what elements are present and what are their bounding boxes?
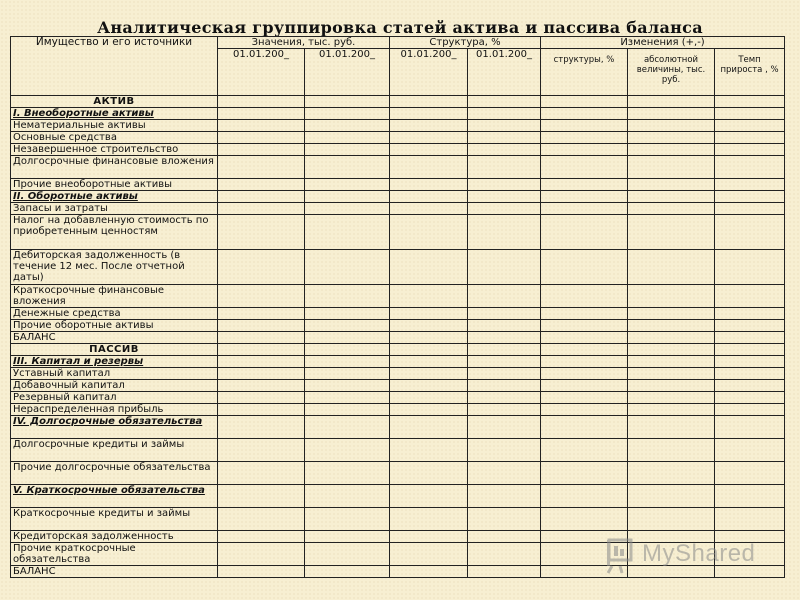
empty-cell[interactable] xyxy=(390,120,468,132)
empty-cell[interactable] xyxy=(541,320,628,332)
empty-cell[interactable] xyxy=(218,250,305,285)
empty-cell[interactable] xyxy=(468,543,541,566)
empty-cell[interactable] xyxy=(305,508,390,531)
empty-cell[interactable] xyxy=(218,485,305,508)
table-row xyxy=(11,392,785,404)
empty-cell[interactable] xyxy=(305,203,390,215)
empty-cell[interactable] xyxy=(715,356,785,368)
row-label: БАЛАНС xyxy=(11,566,218,578)
row-label: I. Внеоборотные активы xyxy=(11,108,218,120)
row-label: Запасы и затраты xyxy=(11,203,218,215)
empty-cell[interactable] xyxy=(541,156,628,179)
empty-cell[interactable] xyxy=(468,531,541,543)
empty-cell[interactable] xyxy=(468,132,541,144)
table-row xyxy=(11,285,785,308)
empty-cell[interactable] xyxy=(218,144,305,156)
empty-cell[interactable] xyxy=(715,344,785,356)
empty-cell[interactable] xyxy=(390,144,468,156)
empty-cell[interactable] xyxy=(305,308,390,320)
empty-cell[interactable] xyxy=(468,144,541,156)
empty-cell[interactable] xyxy=(390,215,468,250)
header-structure: Структура, % xyxy=(390,37,541,49)
empty-cell[interactable] xyxy=(541,392,628,404)
table-row xyxy=(11,108,785,120)
table-row xyxy=(11,404,785,416)
empty-cell[interactable] xyxy=(305,416,390,439)
empty-cell[interactable] xyxy=(218,215,305,250)
table-row xyxy=(11,215,785,250)
empty-cell[interactable] xyxy=(218,462,305,485)
table-row xyxy=(11,485,785,508)
page-title: Аналитическая группировка статей актива и пассива баланса xyxy=(97,18,703,37)
table-row xyxy=(11,96,785,108)
row-label: АКТИВ xyxy=(11,96,218,108)
empty-cell[interactable] xyxy=(390,191,468,203)
table-row xyxy=(11,191,785,203)
row-label: Краткосрочные финансовые вложения xyxy=(11,285,218,308)
empty-cell[interactable] xyxy=(715,144,785,156)
empty-cell[interactable] xyxy=(468,508,541,531)
empty-cell[interactable] xyxy=(218,404,305,416)
row-label: Нематериальные активы xyxy=(11,120,218,132)
empty-cell[interactable] xyxy=(218,320,305,332)
empty-cell[interactable] xyxy=(468,179,541,191)
row-label: Основные средства xyxy=(11,132,218,144)
table-row xyxy=(11,416,785,439)
empty-cell[interactable] xyxy=(628,179,715,191)
empty-cell[interactable] xyxy=(715,368,785,380)
row-label: II. Оборотные активы xyxy=(11,191,218,203)
row-label: IV. Долгосрочные обязательства xyxy=(11,416,218,439)
empty-cell[interactable] xyxy=(390,320,468,332)
presentation-icon xyxy=(606,538,640,574)
empty-cell[interactable] xyxy=(390,485,468,508)
empty-cell[interactable] xyxy=(541,250,628,285)
empty-cell[interactable] xyxy=(715,380,785,392)
empty-cell[interactable] xyxy=(715,96,785,108)
empty-cell[interactable] xyxy=(390,285,468,308)
empty-cell[interactable] xyxy=(468,215,541,250)
empty-cell[interactable] xyxy=(468,120,541,132)
empty-cell[interactable] xyxy=(468,191,541,203)
empty-cell[interactable] xyxy=(628,508,715,531)
empty-cell[interactable] xyxy=(468,356,541,368)
empty-cell[interactable] xyxy=(468,285,541,308)
empty-cell[interactable] xyxy=(541,462,628,485)
empty-cell[interactable] xyxy=(305,392,390,404)
header-date-4: 01.01.200_ xyxy=(468,49,541,96)
empty-cell[interactable] xyxy=(218,344,305,356)
empty-cell[interactable] xyxy=(628,368,715,380)
empty-cell[interactable] xyxy=(468,108,541,120)
empty-cell[interactable] xyxy=(390,416,468,439)
empty-cell[interactable] xyxy=(305,144,390,156)
empty-cell[interactable] xyxy=(468,462,541,485)
empty-cell[interactable] xyxy=(390,392,468,404)
empty-cell[interactable] xyxy=(715,203,785,215)
table-row xyxy=(11,508,785,531)
empty-cell[interactable] xyxy=(715,485,785,508)
empty-cell[interactable] xyxy=(715,156,785,179)
table-row xyxy=(11,203,785,215)
empty-cell[interactable] xyxy=(468,566,541,578)
empty-cell[interactable] xyxy=(390,380,468,392)
empty-cell[interactable] xyxy=(628,462,715,485)
empty-cell[interactable] xyxy=(468,380,541,392)
empty-cell[interactable] xyxy=(390,132,468,144)
empty-cell[interactable] xyxy=(715,132,785,144)
empty-cell[interactable] xyxy=(628,416,715,439)
empty-cell[interactable] xyxy=(218,308,305,320)
empty-cell[interactable] xyxy=(305,108,390,120)
empty-cell[interactable] xyxy=(628,404,715,416)
empty-cell[interactable] xyxy=(468,485,541,508)
empty-cell[interactable] xyxy=(218,120,305,132)
watermark-text: MyShared xyxy=(642,540,756,567)
empty-cell[interactable] xyxy=(305,485,390,508)
empty-cell[interactable] xyxy=(218,356,305,368)
empty-cell[interactable] xyxy=(541,380,628,392)
empty-cell[interactable] xyxy=(468,439,541,462)
empty-cell[interactable] xyxy=(305,96,390,108)
empty-cell[interactable] xyxy=(541,344,628,356)
empty-cell[interactable] xyxy=(715,392,785,404)
empty-cell[interactable] xyxy=(541,356,628,368)
empty-cell[interactable] xyxy=(218,191,305,203)
empty-cell[interactable] xyxy=(390,439,468,462)
empty-cell[interactable] xyxy=(390,368,468,380)
empty-cell[interactable] xyxy=(305,404,390,416)
empty-cell[interactable] xyxy=(468,404,541,416)
empty-cell[interactable] xyxy=(541,191,628,203)
empty-cell[interactable] xyxy=(628,356,715,368)
empty-cell[interactable] xyxy=(218,179,305,191)
table-row xyxy=(11,320,785,332)
empty-cell[interactable] xyxy=(541,120,628,132)
header-date-1: 01.01.200_ xyxy=(218,49,305,96)
row-label: Долгосрочные финансовые вложения xyxy=(11,156,218,179)
empty-cell[interactable] xyxy=(218,332,305,344)
empty-cell[interactable] xyxy=(218,439,305,462)
empty-cell[interactable] xyxy=(305,250,390,285)
empty-cell[interactable] xyxy=(541,308,628,320)
header-date-2: 01.01.200_ xyxy=(305,49,390,96)
empty-cell[interactable] xyxy=(305,531,390,543)
row-label: III. Капитал и резервы xyxy=(11,356,218,368)
empty-cell[interactable] xyxy=(218,156,305,179)
empty-cell[interactable] xyxy=(468,392,541,404)
empty-cell[interactable] xyxy=(468,250,541,285)
balance-table xyxy=(10,36,785,578)
empty-cell[interactable] xyxy=(541,285,628,308)
empty-cell[interactable] xyxy=(305,132,390,144)
empty-cell[interactable] xyxy=(305,368,390,380)
empty-cell[interactable] xyxy=(541,332,628,344)
empty-cell[interactable] xyxy=(218,508,305,531)
row-label: Краткосрочные кредиты и займы xyxy=(11,508,218,531)
watermark-logo xyxy=(606,538,776,574)
table-row xyxy=(11,344,785,356)
table-row xyxy=(11,144,785,156)
empty-cell[interactable] xyxy=(305,285,390,308)
empty-cell[interactable] xyxy=(715,332,785,344)
empty-cell[interactable] xyxy=(628,285,715,308)
empty-cell[interactable] xyxy=(390,179,468,191)
row-label: V. Краткосрочные обязательства xyxy=(11,485,218,508)
empty-cell[interactable] xyxy=(541,416,628,439)
row-label: Незавершенное строительство xyxy=(11,144,218,156)
empty-cell[interactable] xyxy=(628,380,715,392)
empty-cell[interactable] xyxy=(305,332,390,344)
row-label: Прочие долгосрочные обязательства xyxy=(11,462,218,485)
empty-cell[interactable] xyxy=(715,462,785,485)
empty-cell[interactable] xyxy=(218,132,305,144)
empty-cell[interactable] xyxy=(715,320,785,332)
row-label: ПАССИВ xyxy=(11,344,218,356)
empty-cell[interactable] xyxy=(541,439,628,462)
header-date-3: 01.01.200_ xyxy=(390,49,468,96)
empty-cell[interactable] xyxy=(390,108,468,120)
row-label: Денежные средства xyxy=(11,308,218,320)
empty-cell[interactable] xyxy=(468,203,541,215)
empty-cell[interactable] xyxy=(628,320,715,332)
empty-cell[interactable] xyxy=(541,179,628,191)
empty-cell[interactable] xyxy=(715,308,785,320)
header-values: Значения, тыс. руб. xyxy=(218,37,390,49)
row-label: Кредиторская задолженность xyxy=(11,531,218,543)
empty-cell[interactable] xyxy=(218,531,305,543)
row-label: Нераспределенная прибыль xyxy=(11,404,218,416)
empty-cell[interactable] xyxy=(390,96,468,108)
empty-cell[interactable] xyxy=(390,543,468,566)
empty-cell[interactable] xyxy=(541,132,628,144)
empty-cell[interactable] xyxy=(628,191,715,203)
empty-cell[interactable] xyxy=(305,344,390,356)
empty-cell[interactable] xyxy=(305,356,390,368)
empty-cell[interactable] xyxy=(541,368,628,380)
empty-cell[interactable] xyxy=(541,508,628,531)
empty-cell[interactable] xyxy=(305,120,390,132)
empty-cell[interactable] xyxy=(390,332,468,344)
empty-cell[interactable] xyxy=(628,308,715,320)
empty-cell[interactable] xyxy=(541,96,628,108)
empty-cell[interactable] xyxy=(305,179,390,191)
empty-cell[interactable] xyxy=(715,285,785,308)
empty-cell[interactable] xyxy=(715,215,785,250)
empty-cell[interactable] xyxy=(715,250,785,285)
empty-cell[interactable] xyxy=(628,96,715,108)
empty-cell[interactable] xyxy=(628,108,715,120)
empty-cell[interactable] xyxy=(218,368,305,380)
empty-cell[interactable] xyxy=(628,132,715,144)
empty-cell[interactable] xyxy=(715,108,785,120)
empty-cell[interactable] xyxy=(390,531,468,543)
empty-cell[interactable] xyxy=(715,120,785,132)
row-label: БАЛАНС xyxy=(11,332,218,344)
header-change-structure: структуры, % xyxy=(541,49,628,96)
empty-cell[interactable] xyxy=(628,250,715,285)
row-label: Добавочный капитал xyxy=(11,380,218,392)
empty-cell[interactable] xyxy=(715,404,785,416)
empty-cell[interactable] xyxy=(715,508,785,531)
empty-cell[interactable] xyxy=(468,332,541,344)
header-assets-sources: Имущество и его источники xyxy=(11,37,218,96)
empty-cell[interactable] xyxy=(305,543,390,566)
table-row xyxy=(11,332,785,344)
empty-cell[interactable] xyxy=(390,508,468,531)
table-row xyxy=(11,179,785,191)
empty-cell[interactable] xyxy=(218,96,305,108)
empty-cell[interactable] xyxy=(468,320,541,332)
empty-cell[interactable] xyxy=(218,380,305,392)
empty-cell[interactable] xyxy=(541,215,628,250)
empty-cell[interactable] xyxy=(628,332,715,344)
empty-cell[interactable] xyxy=(390,462,468,485)
empty-cell[interactable] xyxy=(715,191,785,203)
table-row xyxy=(11,308,785,320)
empty-cell[interactable] xyxy=(218,566,305,578)
row-label: Дебиторская задолженность (в течение 12 мес. После отчетной даты) xyxy=(11,250,218,285)
row-label: Налог на добавленную стоимость по приобретенным ценностям xyxy=(11,215,218,250)
table-row xyxy=(11,380,785,392)
empty-cell[interactable] xyxy=(468,416,541,439)
row-label: Прочие оборотные активы xyxy=(11,320,218,332)
empty-cell[interactable] xyxy=(628,144,715,156)
empty-cell[interactable] xyxy=(715,439,785,462)
empty-cell[interactable] xyxy=(628,344,715,356)
empty-cell[interactable] xyxy=(218,416,305,439)
table-row xyxy=(11,120,785,132)
empty-cell[interactable] xyxy=(468,156,541,179)
empty-cell[interactable] xyxy=(541,144,628,156)
empty-cell[interactable] xyxy=(218,543,305,566)
empty-cell[interactable] xyxy=(628,485,715,508)
empty-cell[interactable] xyxy=(468,368,541,380)
header-change-absolute: абсолютной величины, тыс. руб. xyxy=(628,49,715,96)
empty-cell[interactable] xyxy=(305,215,390,250)
empty-cell[interactable] xyxy=(541,108,628,120)
header-changes: Изменения (+,-) xyxy=(541,37,785,49)
empty-cell[interactable] xyxy=(390,344,468,356)
empty-cell[interactable] xyxy=(628,215,715,250)
table-row xyxy=(11,132,785,144)
empty-cell[interactable] xyxy=(628,156,715,179)
row-label: Резервный капитал xyxy=(11,392,218,404)
empty-cell[interactable] xyxy=(468,344,541,356)
empty-cell[interactable] xyxy=(218,285,305,308)
empty-cell[interactable] xyxy=(468,308,541,320)
empty-cell[interactable] xyxy=(541,404,628,416)
row-label: Уставный капитал xyxy=(11,368,218,380)
table-row xyxy=(11,368,785,380)
empty-cell[interactable] xyxy=(715,416,785,439)
empty-cell[interactable] xyxy=(305,320,390,332)
empty-cell[interactable] xyxy=(468,96,541,108)
empty-cell[interactable] xyxy=(305,191,390,203)
empty-cell[interactable] xyxy=(541,485,628,508)
empty-cell[interactable] xyxy=(218,108,305,120)
empty-cell[interactable] xyxy=(305,380,390,392)
empty-cell[interactable] xyxy=(390,250,468,285)
empty-cell[interactable] xyxy=(390,203,468,215)
empty-cell[interactable] xyxy=(390,356,468,368)
header-growth-rate: Темп прироста , % xyxy=(715,49,785,96)
empty-cell[interactable] xyxy=(390,308,468,320)
empty-cell[interactable] xyxy=(390,156,468,179)
table-row xyxy=(11,462,785,485)
empty-cell[interactable] xyxy=(305,156,390,179)
empty-cell[interactable] xyxy=(541,203,628,215)
table-row xyxy=(11,156,785,179)
empty-cell[interactable] xyxy=(628,392,715,404)
table-body xyxy=(11,96,785,578)
row-label: Прочие краткосрочные обязательства xyxy=(11,543,218,566)
table-row xyxy=(11,439,785,462)
empty-cell[interactable] xyxy=(628,203,715,215)
table-row xyxy=(11,250,785,285)
empty-cell[interactable] xyxy=(715,179,785,191)
empty-cell[interactable] xyxy=(305,462,390,485)
empty-cell[interactable] xyxy=(390,404,468,416)
empty-cell[interactable] xyxy=(390,566,468,578)
row-label: Прочие внеоборотные активы xyxy=(11,179,218,191)
empty-cell[interactable] xyxy=(305,566,390,578)
empty-cell[interactable] xyxy=(218,203,305,215)
empty-cell[interactable] xyxy=(305,439,390,462)
empty-cell[interactable] xyxy=(628,120,715,132)
row-label: Долгосрочные кредиты и займы xyxy=(11,439,218,462)
empty-cell[interactable] xyxy=(218,392,305,404)
empty-cell[interactable] xyxy=(628,439,715,462)
table-row xyxy=(11,356,785,368)
